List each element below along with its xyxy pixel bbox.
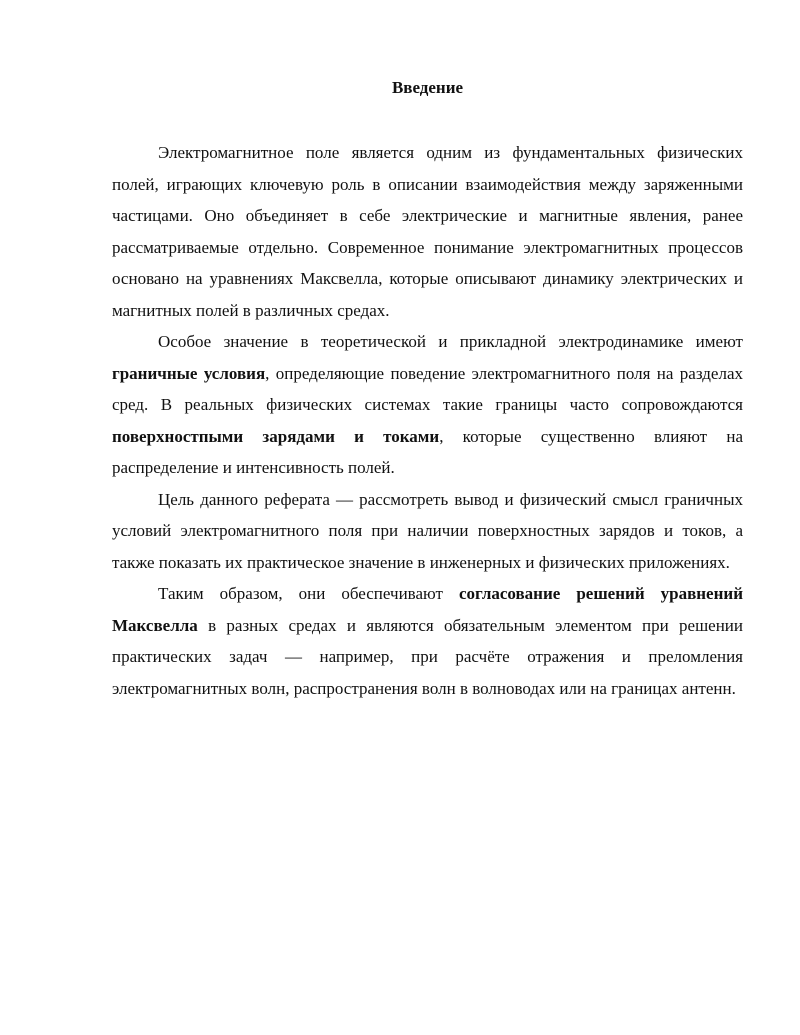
paragraph-text: Особое значение в теоретической и прикладной электродинамике имеют xyxy=(158,332,743,351)
paragraph-text: Цель данного реферата — рассмотреть вывод и физический смысл граничных условий электромагнитного поля при наличии поверхностных зарядов и токов, а также показать их практическое значение в инженерных и физических приложениях. xyxy=(112,489,743,572)
paragraph-goal xyxy=(112,484,743,579)
paragraph-boundary-conditions xyxy=(112,326,743,484)
paragraph-text: , определяющие поведение электромагнитного поля на разделах сред. В реальных физических системах такие границы часто сопровождаются xyxy=(112,363,743,414)
paragraph-intro xyxy=(112,137,743,326)
page-title: Введение xyxy=(391,78,464,97)
paragraph-conclusion xyxy=(112,578,743,704)
bold-term: согласование решений уравнений Максвелла xyxy=(112,584,743,635)
paragraph-text: , которые существенно влияют на распределение и интенсивность полей. xyxy=(112,426,743,477)
paragraph-text: Электромагнитное поле является одним из фундаментальных физических полей, играющих ключевую роль в описании взаимодействия между заряженными частицами. Оно объединяет в себе электрические и магнитные явления, ранее рассматриваемые отдельно. Современное понимание электромагнитных процессов основано на уравнениях Максвелла, которые описывают динамику электрических и магнитных полей в различных средах. xyxy=(112,143,743,320)
bold-term: граничные условия xyxy=(112,363,266,383)
paragraph-text: в разных средах и являются обязательным элементом при решении практических задач — например, при расчёте отражения и преломления электромагнитных волн, распространения волн в волноводах или на границах антенн. xyxy=(112,615,743,698)
document-body xyxy=(112,137,743,704)
paragraph-text: Таким образом, они обеспечивают xyxy=(158,584,459,603)
bold-term: поверхностпыми зарядами и токами xyxy=(112,426,440,446)
